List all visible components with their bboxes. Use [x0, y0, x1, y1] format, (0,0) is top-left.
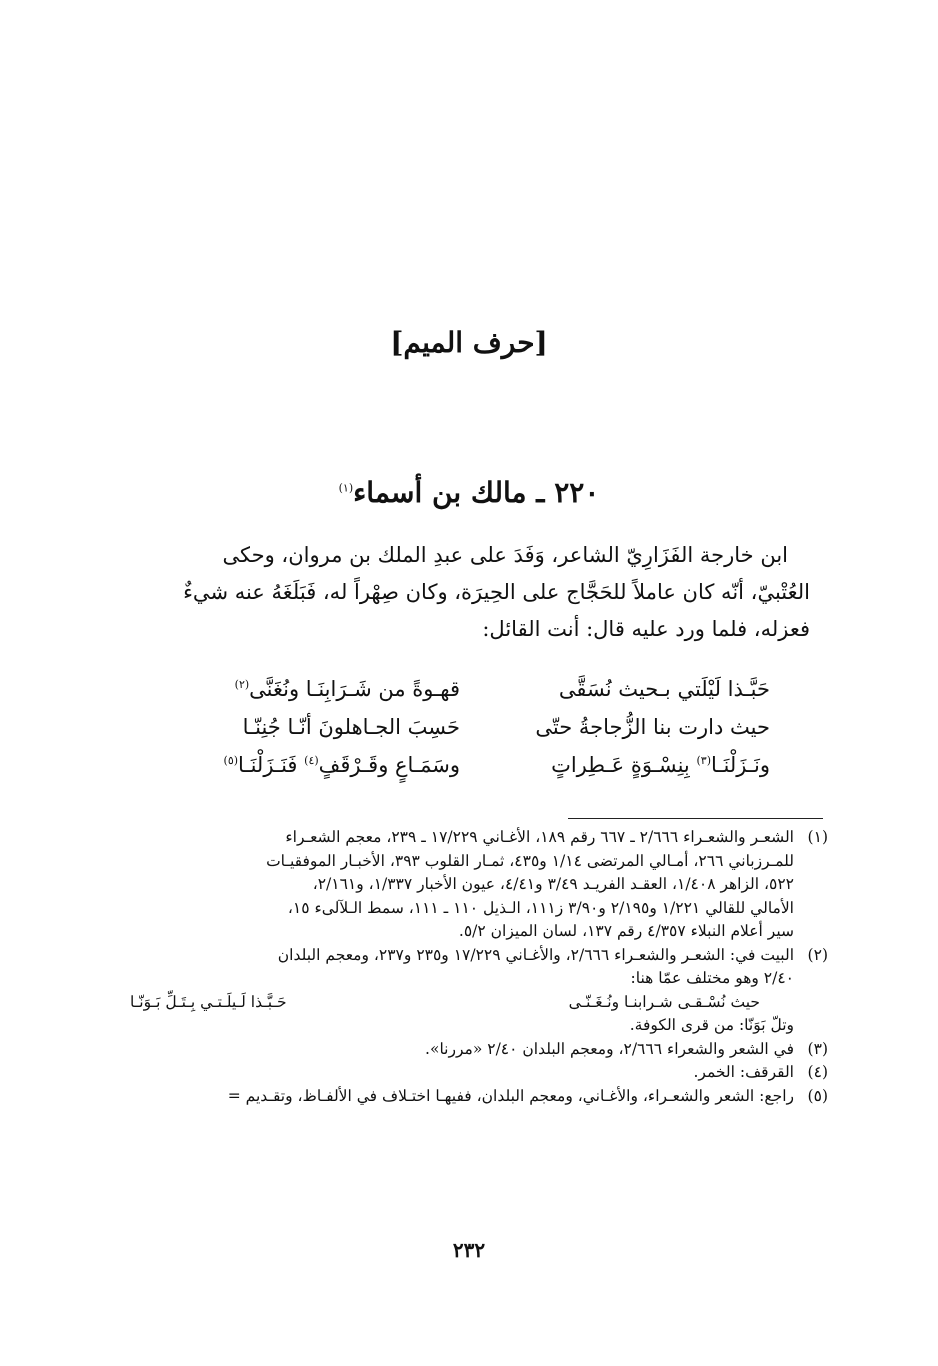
section-title: [حرف الميم] — [390, 326, 548, 359]
footnote-line: الأمالي للقالي ١/٢٢١ و٢/١٩٥ و٣/٩٠ ز١١١، الـذيل ١١٠ ـ ١١١، سمط الـلآلىء ١٥، — [287, 898, 794, 917]
footnote-number: (١) — [807, 828, 828, 846]
footnote-line: الشعـر والشعـراء ٢/٦٦٦ ـ ٦٦٧ رقم ١٨٩، الأغـاني ١٧/٢٢٩ ـ ٢٣٩، معجم الشعـراء — [285, 828, 794, 846]
entry-title — [0, 476, 938, 509]
verse-second-hemistich: وسَمَـاعٍ وقَـرْقَفٍ$^{(٤)}$ فَنَـزَلْنَـا$^{(٥)}$ — [223, 753, 460, 777]
entry-prose — [110, 537, 810, 648]
footnote-number: (٢) — [807, 945, 828, 964]
footnote — [108, 944, 828, 1038]
footnote-verse — [108, 991, 794, 1015]
verse-second-hemistich: حَسِبَ الجـاهلونَ أنّـا جُنِنّـا — [242, 715, 460, 739]
footnote-line: سير أعلام النبلاء ٤/٣٥٧ رقم ١٣٧، لسان الميزان ٥/٢. — [458, 922, 794, 940]
poem — [170, 670, 770, 784]
footnote-divider — [568, 818, 823, 819]
footnote-verse-first-hemistich: حيث نُسْـقـى شـرابنـا ونُـغَـنّـى — [568, 992, 760, 1011]
prose-line: العُتْبيّ، أنّه كان عاملاً للحَجَّاج على الحِيرَة، وكان صِهْراً له، فَبَلَغَهُ عنه شيءٌ — [183, 580, 810, 604]
footnote-ref: (٣) — [696, 754, 711, 767]
verse-second-hemistich: قهـوةً من شَـرَابِنَـا ونُغَنَّى$^{(٢)}$ — [234, 677, 460, 701]
verse — [170, 670, 770, 708]
prose-line: فعزله، فلما ورد عليه قال: أنت القائل: — [482, 617, 810, 641]
footnote — [108, 1061, 828, 1085]
footnote-line: البيت في: الشعـر والشعـراء ٢/٦٦٦، والأغـاني ١٧/٢٢٩ و٢٣٥ و٢٣٧، ومعجم البلدان — [277, 945, 794, 964]
footnote-ref: (٥) — [223, 754, 239, 767]
footnote-number: (٣) — [807, 1039, 828, 1058]
entry-title-ref: (١) — [338, 481, 354, 495]
verse-first-hemistich: حَبَّـذا لَيْلَتي بـحيث نُسَقَّى — [558, 677, 770, 701]
footnote-line: ٢/٤٠ وهو مختلف عمّا هنا: — [630, 969, 794, 987]
footnote-ref: (٤) — [304, 754, 319, 767]
verse-first-hemistich: حيث دارت بنا الزُّجاجةُ حتّى — [535, 715, 770, 739]
footnote — [108, 826, 828, 944]
footnote — [108, 1085, 828, 1109]
footnote-line: ٥٢٢، الزاهر ١/٤٠٨، العقـد الفريـد ٣/٤٩ و٤/٤١، عيون الأخبار ١/٣٣٧، و٢/١٦١، — [312, 875, 794, 893]
footnote-line: وتلّ بَوَنّا: من قرى الكوفة. — [629, 1016, 794, 1034]
footnote-line: في الشعر والشعراء ٢/٦٦٦، ومعجم البلدان ٢/٤٠ «مررنا». — [425, 1039, 794, 1058]
prose-line: ابن خارجة الفَزَارِيّ الشاعر، وَفَدَ على عبدِ الملك بن مروان، وحكى — [222, 543, 788, 567]
footnote-number: (٤) — [807, 1063, 828, 1081]
footnote-ref: (٢) — [234, 678, 250, 691]
page-number: ٢٣٢ — [452, 1238, 486, 1262]
verse-first-hemistich: ونَـزَلْنَـا$^{(٣)}$ بِنِسْـوَةٍ عَـطِراتٍ — [551, 753, 770, 777]
footnote-verse-second-hemistich: حَـبَّـذا لَـيلَـتـي بِـتَـلِّ بَـوَنّـا — [130, 992, 287, 1011]
verse — [170, 746, 770, 784]
footnotes — [108, 826, 828, 1108]
footnote-line: للمـرزباني ٢٦٦، أمـالي المرتضى ١/١٤ و٤٣٥، ثمـار القلوب ٣٩٣، الأخبـار الموفقيـات — [266, 851, 794, 870]
footnote — [108, 1038, 828, 1062]
verse — [170, 708, 770, 746]
footnote-line: راجع: الشعر والشعـراء، والأغـاني، ومعجم البلدان، ففيهـا اختـلاف في الألفـاظ، وتقـديم = — [227, 1086, 794, 1105]
footnote-line: القرقف: الخمر. — [693, 1063, 794, 1081]
entry-title-text: ٢٢٠ ـ مالك بن أسماء — [353, 476, 600, 509]
footnote-number: (٥) — [807, 1086, 828, 1105]
